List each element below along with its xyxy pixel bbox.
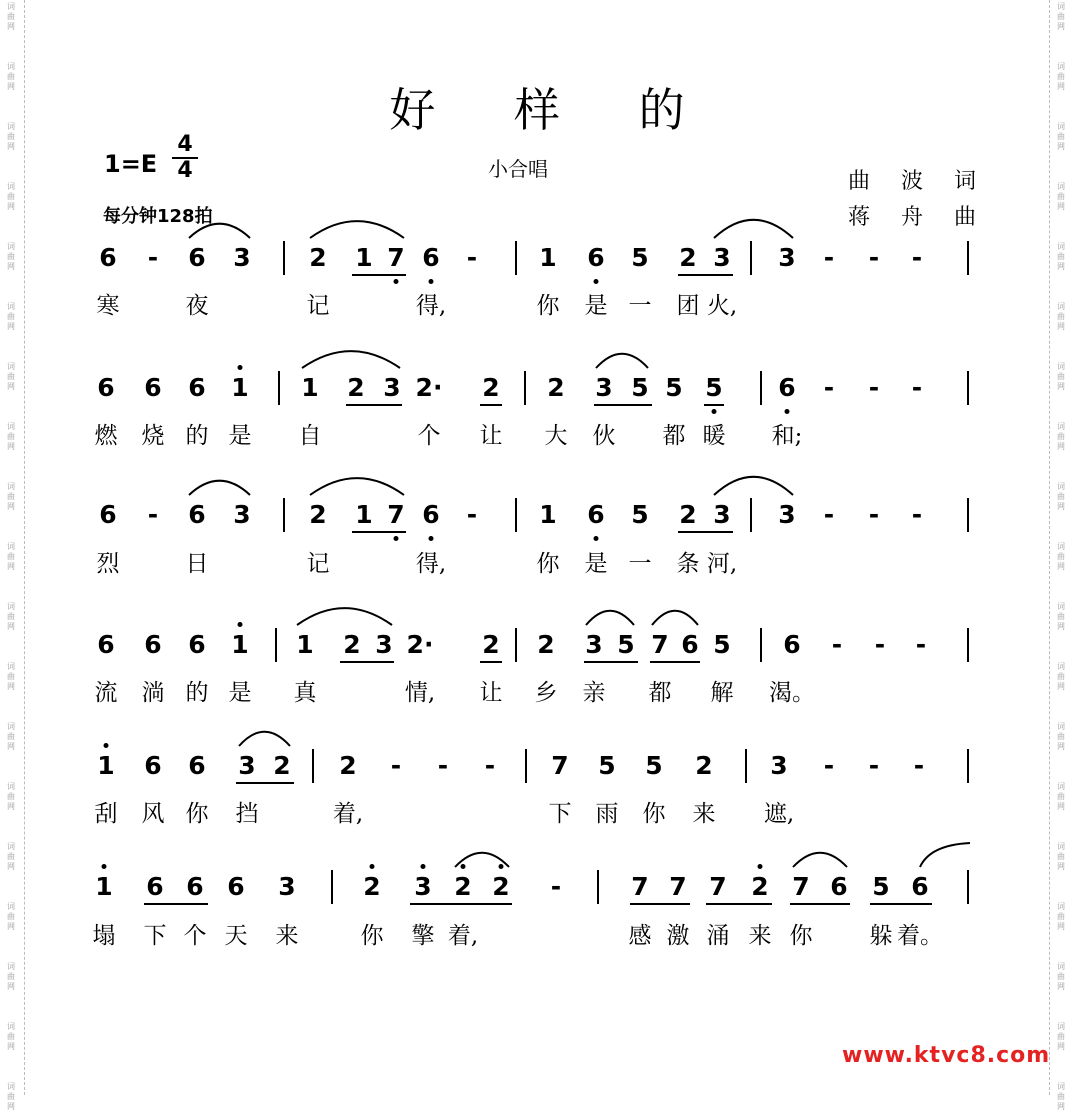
lyric-char: 你 <box>789 923 813 949</box>
lyric-char: 来 <box>692 801 716 827</box>
note: 1 <box>301 373 319 402</box>
lyric-char: 记 <box>306 293 330 319</box>
note: 3 <box>278 872 296 901</box>
note: 7 <box>551 751 569 780</box>
note: 5 <box>631 500 649 529</box>
sustain-dash: - <box>147 243 159 272</box>
lyric-char: 着, <box>332 801 364 827</box>
watermark-text: 词 曲 网 <box>7 902 15 931</box>
watermark-text: 词 曲 网 <box>1057 2 1065 31</box>
note: 6 <box>188 500 206 529</box>
slur <box>586 611 634 625</box>
watermark-text: 词 曲 网 <box>7 542 15 571</box>
lyric-char: 是 <box>584 551 608 577</box>
lyric-char: 刮 <box>94 801 118 827</box>
note: 6 <box>587 500 605 529</box>
note: 7 <box>387 500 405 529</box>
lyric-char: 烈 <box>96 551 120 577</box>
tempo-marking: 每分钟128拍 <box>103 206 213 227</box>
watermark-text: 词 曲 网 <box>7 422 15 451</box>
note: 3 <box>595 373 613 402</box>
note: 1 <box>539 243 557 272</box>
note: 7 <box>651 630 669 659</box>
note: 2 <box>695 751 713 780</box>
sustain-dash: - <box>911 373 923 402</box>
note: 6 <box>778 373 796 402</box>
slur <box>302 351 400 368</box>
sustain-dash: - <box>390 751 402 780</box>
lyric-char: 是 <box>584 293 608 319</box>
watermark-text: 词 曲 网 <box>7 482 15 511</box>
watermark-text: 词 曲 网 <box>1057 722 1065 751</box>
note: 6 <box>99 243 117 272</box>
note: 6 <box>144 630 162 659</box>
slur <box>455 853 509 867</box>
note: 2 <box>273 751 291 780</box>
note: 2· <box>406 630 434 659</box>
lyric-char: 火, <box>706 293 738 319</box>
note: 2 <box>482 630 500 659</box>
note: 2 <box>363 872 381 901</box>
watermark-text: 词 曲 网 <box>1057 1022 1065 1051</box>
composer-credit: 蒋 舟 曲 <box>848 205 988 230</box>
note: 3 <box>585 630 603 659</box>
lyric-char: 你 <box>642 801 666 827</box>
lyric-char: 着。 <box>897 923 943 949</box>
note: 6 <box>587 243 605 272</box>
note: 2 <box>482 373 500 402</box>
watermark-text: 词 曲 网 <box>1057 962 1065 991</box>
lyric-char: 激 <box>666 923 690 949</box>
note: 5 <box>598 751 616 780</box>
time-numerator: 4 <box>172 133 198 159</box>
lyric-char: 你 <box>536 293 560 319</box>
note: 6 <box>144 751 162 780</box>
key-signature: 1=E <box>104 150 158 178</box>
note: 6 <box>97 630 115 659</box>
watermark-text: 词 曲 网 <box>1057 362 1065 391</box>
lyric-char: 个 <box>417 423 441 449</box>
watermark-text: 词 曲 网 <box>7 302 15 331</box>
sustain-dash: - <box>868 243 880 272</box>
note: 6 <box>188 751 206 780</box>
note: 2 <box>547 373 565 402</box>
note: 1 <box>539 500 557 529</box>
watermark-text: 词 曲 网 <box>1057 422 1065 451</box>
sustain-dash: - <box>913 751 925 780</box>
slur <box>239 732 290 746</box>
watermark-text: 词 曲 网 <box>1057 1082 1065 1111</box>
slur <box>793 853 847 867</box>
lyric-char: 和; <box>771 423 803 449</box>
note: 2· <box>415 373 443 402</box>
note: 5 <box>872 872 890 901</box>
note: 6 <box>681 630 699 659</box>
note: 7 <box>709 872 727 901</box>
site-watermark: www.ktvc8.com <box>842 1043 1051 1068</box>
note: 3 <box>713 243 731 272</box>
watermark-text: 词 曲 网 <box>7 602 15 631</box>
watermark-text: 词 曲 网 <box>7 842 15 871</box>
lyric-char: 你 <box>185 801 209 827</box>
lyric-char: 雨 <box>595 801 619 827</box>
watermark-text: 词 曲 网 <box>1057 62 1065 91</box>
lyric-char: 感 <box>628 923 652 949</box>
song-title: 好 样 的 <box>389 83 717 137</box>
lyric-char: 伙 <box>592 423 616 449</box>
lyric-char: 塌 <box>92 923 116 949</box>
lyric-char: 天 <box>224 923 248 949</box>
note: 6 <box>144 373 162 402</box>
note: 3 <box>383 373 401 402</box>
note: 1 <box>355 500 373 529</box>
lyric-char: 解 <box>710 680 734 706</box>
note: 2 <box>679 500 697 529</box>
watermark-text: 词 曲 网 <box>7 662 15 691</box>
note: 1 <box>296 630 314 659</box>
note: 3 <box>770 751 788 780</box>
sustain-dash: - <box>147 500 159 529</box>
sustain-dash: - <box>911 500 923 529</box>
note: 2 <box>339 751 357 780</box>
watermark-text: 词 曲 网 <box>7 182 15 211</box>
watermark-text: 词 曲 网 <box>1057 842 1065 871</box>
note: 6 <box>97 373 115 402</box>
slur <box>189 224 250 238</box>
note: 6 <box>186 872 204 901</box>
lyricist-credit: 曲 波 词 <box>848 169 988 194</box>
note: 7 <box>387 243 405 272</box>
note: 7 <box>669 872 687 901</box>
sustain-dash: - <box>550 872 562 901</box>
lyric-char: 的 <box>185 680 209 706</box>
note: 2 <box>309 500 327 529</box>
note: 6 <box>422 243 440 272</box>
note: 5 <box>705 373 723 402</box>
note: 7 <box>792 872 810 901</box>
sustain-dash: - <box>915 630 927 659</box>
slur <box>652 611 698 625</box>
sustain-dash: - <box>823 373 835 402</box>
note: 2 <box>343 630 361 659</box>
lyric-char: 真 <box>293 680 317 706</box>
note: 5 <box>631 373 649 402</box>
watermark-text: 词 曲 网 <box>7 362 15 391</box>
sustain-dash: - <box>823 243 835 272</box>
lyric-char: 风 <box>141 801 165 827</box>
lyric-char: 日 <box>185 551 209 577</box>
lyric-char: 都 <box>648 680 672 706</box>
sustain-dash: - <box>831 630 843 659</box>
watermark-text: 词 曲 网 <box>7 62 15 91</box>
note: 5 <box>631 243 649 272</box>
watermark-text: 词 曲 网 <box>1057 482 1065 511</box>
note: 2 <box>454 872 472 901</box>
subtitle: 小合唱 <box>488 157 548 181</box>
sustain-dash: - <box>437 751 449 780</box>
note: 6 <box>146 872 164 901</box>
watermark-text: 词 曲 网 <box>1057 782 1065 811</box>
watermark-text: 词 曲 网 <box>1057 122 1065 151</box>
lyric-char: 躲 <box>869 923 893 949</box>
watermark-text: 词 曲 网 <box>7 2 15 31</box>
lyric-char: 记 <box>306 551 330 577</box>
slur <box>310 478 404 495</box>
note: 6 <box>783 630 801 659</box>
note: 2 <box>537 630 555 659</box>
note: 3 <box>238 751 256 780</box>
watermark-text: 词 曲 网 <box>7 962 15 991</box>
note: 3 <box>233 243 251 272</box>
sustain-dash: - <box>466 243 478 272</box>
lyric-char: 个 <box>183 923 207 949</box>
lyric-char: 流 <box>94 680 118 706</box>
lyric-char: 暖 <box>702 423 726 449</box>
note: 1 <box>95 872 113 901</box>
note: 7 <box>631 872 649 901</box>
note: 2 <box>751 872 769 901</box>
lyric-char: 夜 <box>185 293 209 319</box>
lyric-char: 是 <box>228 423 252 449</box>
lyric-char: 渴。 <box>769 680 815 706</box>
lyric-char: 团 <box>676 293 700 319</box>
watermark-text: 词 曲 网 <box>7 1082 15 1111</box>
lyric-char: 你 <box>536 551 560 577</box>
lyric-char: 是 <box>228 680 252 706</box>
note: 6 <box>188 373 206 402</box>
lyric-char: 一 <box>628 551 652 577</box>
sustain-dash: - <box>484 751 496 780</box>
note: 5 <box>645 751 663 780</box>
sustain-dash: - <box>874 630 886 659</box>
note: 6 <box>422 500 440 529</box>
note: 6 <box>227 872 245 901</box>
sustain-dash: - <box>911 243 923 272</box>
slur <box>714 220 793 238</box>
note: 1 <box>231 373 249 402</box>
slur <box>714 477 793 495</box>
watermark-text: 词 曲 网 <box>1057 602 1065 631</box>
lyric-char: 来 <box>748 923 772 949</box>
lyric-char: 让 <box>479 680 503 706</box>
note: 6 <box>830 872 848 901</box>
note: 2 <box>679 243 697 272</box>
note: 5 <box>665 373 683 402</box>
lyric-char: 得, <box>415 551 447 577</box>
note: 5 <box>713 630 731 659</box>
slur <box>189 481 250 495</box>
watermark-text: 词 曲 网 <box>1057 542 1065 571</box>
lyric-char: 寒 <box>96 293 120 319</box>
watermark-text: 词 曲 网 <box>1057 242 1065 271</box>
note: 6 <box>188 243 206 272</box>
lyric-char: 你 <box>360 923 384 949</box>
lyric-char: 下 <box>548 801 572 827</box>
watermark-text: 词 曲 网 <box>1057 662 1065 691</box>
note: 1 <box>355 243 373 272</box>
lyric-char: 烧 <box>141 423 165 449</box>
note: 3 <box>375 630 393 659</box>
note: 6 <box>99 500 117 529</box>
lyric-char: 亲 <box>582 680 606 706</box>
lyric-char: 遮, <box>763 801 795 827</box>
sustain-dash: - <box>868 751 880 780</box>
note: 2 <box>492 872 510 901</box>
watermark-text: 词 曲 网 <box>7 782 15 811</box>
slur <box>920 843 970 867</box>
time-denominator: 4 <box>177 158 193 183</box>
note: 2 <box>309 243 327 272</box>
note: 3 <box>233 500 251 529</box>
lyric-char: 的 <box>185 423 209 449</box>
lyric-char: 涌 <box>706 923 730 949</box>
lyric-char: 都 <box>662 423 686 449</box>
lyric-char: 下 <box>143 923 167 949</box>
watermark-text: 词 曲 网 <box>1057 902 1065 931</box>
slur <box>596 354 648 368</box>
lyric-char: 河, <box>706 551 738 577</box>
slur <box>310 221 404 238</box>
lyric-char: 让 <box>479 423 503 449</box>
lyric-char: 条 <box>676 551 700 577</box>
note: 2 <box>347 373 365 402</box>
note: 6 <box>911 872 929 901</box>
watermark-text: 词 曲 网 <box>1057 302 1065 331</box>
watermark-text: 词 曲 网 <box>7 1022 15 1051</box>
sustain-dash: - <box>868 373 880 402</box>
lyric-char: 着, <box>447 923 479 949</box>
lyric-char: 一 <box>628 293 652 319</box>
note: 3 <box>778 500 796 529</box>
sustain-dash: - <box>868 500 880 529</box>
note: 3 <box>713 500 731 529</box>
lyric-char: 情, <box>404 680 436 706</box>
lyric-char: 得, <box>415 293 447 319</box>
sustain-dash: - <box>823 751 835 780</box>
note: 3 <box>414 872 432 901</box>
sustain-dash: - <box>466 500 478 529</box>
lyric-char: 乡 <box>534 680 558 706</box>
watermark-text: 词 曲 网 <box>7 242 15 271</box>
watermark-text: 词 曲 网 <box>1057 182 1065 211</box>
note: 1 <box>231 630 249 659</box>
note: 1 <box>97 751 115 780</box>
lyric-char: 大 <box>544 423 568 449</box>
watermark-text: 词 曲 网 <box>7 722 15 751</box>
note: 6 <box>188 630 206 659</box>
note: 5 <box>617 630 635 659</box>
lyric-char: 自 <box>298 423 322 449</box>
lyric-char: 燃 <box>94 423 118 449</box>
sustain-dash: - <box>823 500 835 529</box>
note: 3 <box>778 243 796 272</box>
watermark-text: 词 曲 网 <box>7 122 15 151</box>
slur <box>297 608 392 625</box>
lyric-char: 淌 <box>141 680 165 706</box>
lyric-char: 来 <box>275 923 299 949</box>
lyric-char: 挡 <box>235 801 259 827</box>
lyric-char: 擎 <box>411 923 435 949</box>
